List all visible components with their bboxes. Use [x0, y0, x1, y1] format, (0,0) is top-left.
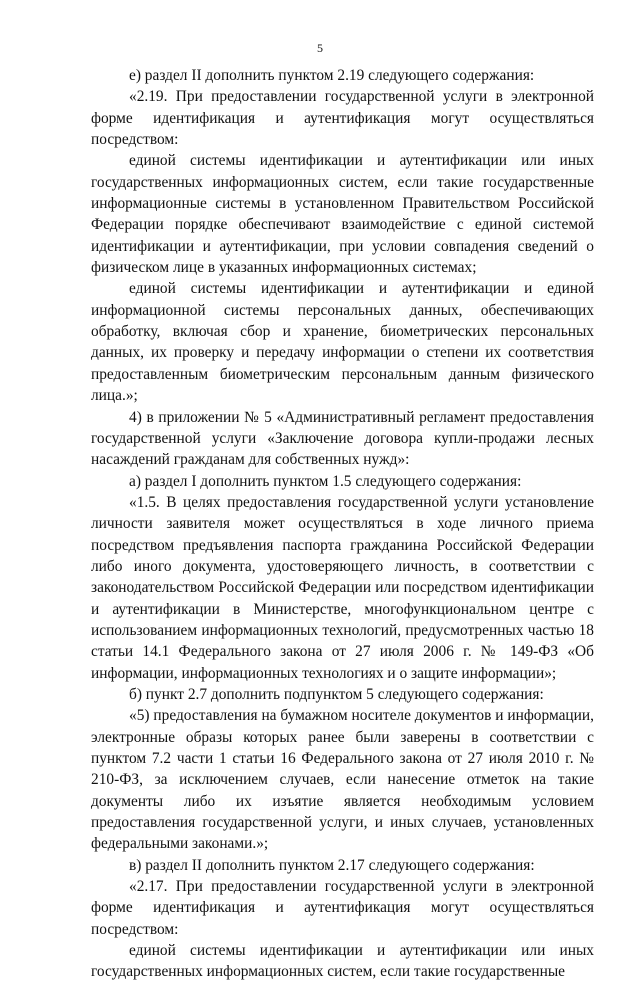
paragraph-2-19-intro: «2.19. При предоставлении государственной услуги в электронной форме идентификация и аутентификация могут осуществляться посредством: — [91, 88, 594, 149]
paragraph-clause-e: е) раздел II дополнить пунктом 2.19 следующего содержания: — [129, 67, 535, 84]
paragraph-2-17-item-1: единой системы идентификации и аутентификации или иных государственных информационных систем, если такие государственные — [91, 942, 594, 981]
paragraph-1-5: «1.5. В целях предоставления государственной услуги установление личности заявителя может осуществляться в ходе личного приема посредством предъявления паспорта гражданина Российской Федерации либо иного документа, удостоверяющего личность, в соответствии с законодательством Российской Федерации или посредством идентификации и аутентификации в Министерстве, многофункциональном центре с использованием информационных технологий, предусмотренных частью 18 статьи 14.1 Федерального закона от 27 июля 2006 г. № 149-ФЗ «Об информации, информационных технологиях и о защите информации»; — [91, 493, 594, 682]
paragraph-2-19-item-2: единой системы идентификации и аутентификации и единой информационной системы персональных данных, обеспечивающих обработку, включая сбор и хранение, биометрических персональных данных, их проверку и передачу информации о степени их соответствия предоставленным биометрическим персональным данным физического лица.»; — [91, 280, 594, 405]
page-number: 5 — [317, 41, 323, 55]
document-body — [91, 65, 594, 983]
paragraph-clause-a: а) раздел I дополнить пунктом 1.5 следующего содержания: — [129, 472, 522, 490]
paragraph-subclause-5: «5) предоставления на бумажном носителе документов и информации, электронные образы которых ранее были заверены в соответствии с пунктом 7.2 части 1 статьи 16 Федерального закона от 27 июля 2010 г. № 210-ФЗ, за исключением случаев, если нанесение отметок на такие документы либо их изъятие является необходимым условием предоставления государственной услуги, и иных случаев, установленных федеральными законами.»; — [91, 707, 594, 853]
paragraph-2-17-intro: «2.17. При предоставлении государственной услуги в электронной форме идентификация и аутентификация могут осуществляться посредством: — [91, 878, 594, 938]
paragraph-appendix-5: 4) в приложении № 5 «Административный регламент предоставления государственной услуги «Заключение договора купли-продажи лесных насаждений гражданам для собственных нужд»: — [91, 408, 594, 469]
paragraph-clause-b: б) пункт 2.7 дополнить подпунктом 5 следующего содержания: — [129, 685, 544, 703]
paragraph-2-19-item-1: единой системы идентификации и аутентификации или иных государственных информационных систем, если такие государственные информационные системы в установленном Правительством Российской Федерации порядке обеспечивают взаимодействие с единой системой идентификации и аутентификации, при условии совпадения сведений о физическом лице в указанных информационных системах; — [91, 152, 594, 277]
paragraph-clause-v: в) раздел II дополнить пунктом 2.17 следующего содержания: — [129, 856, 535, 874]
